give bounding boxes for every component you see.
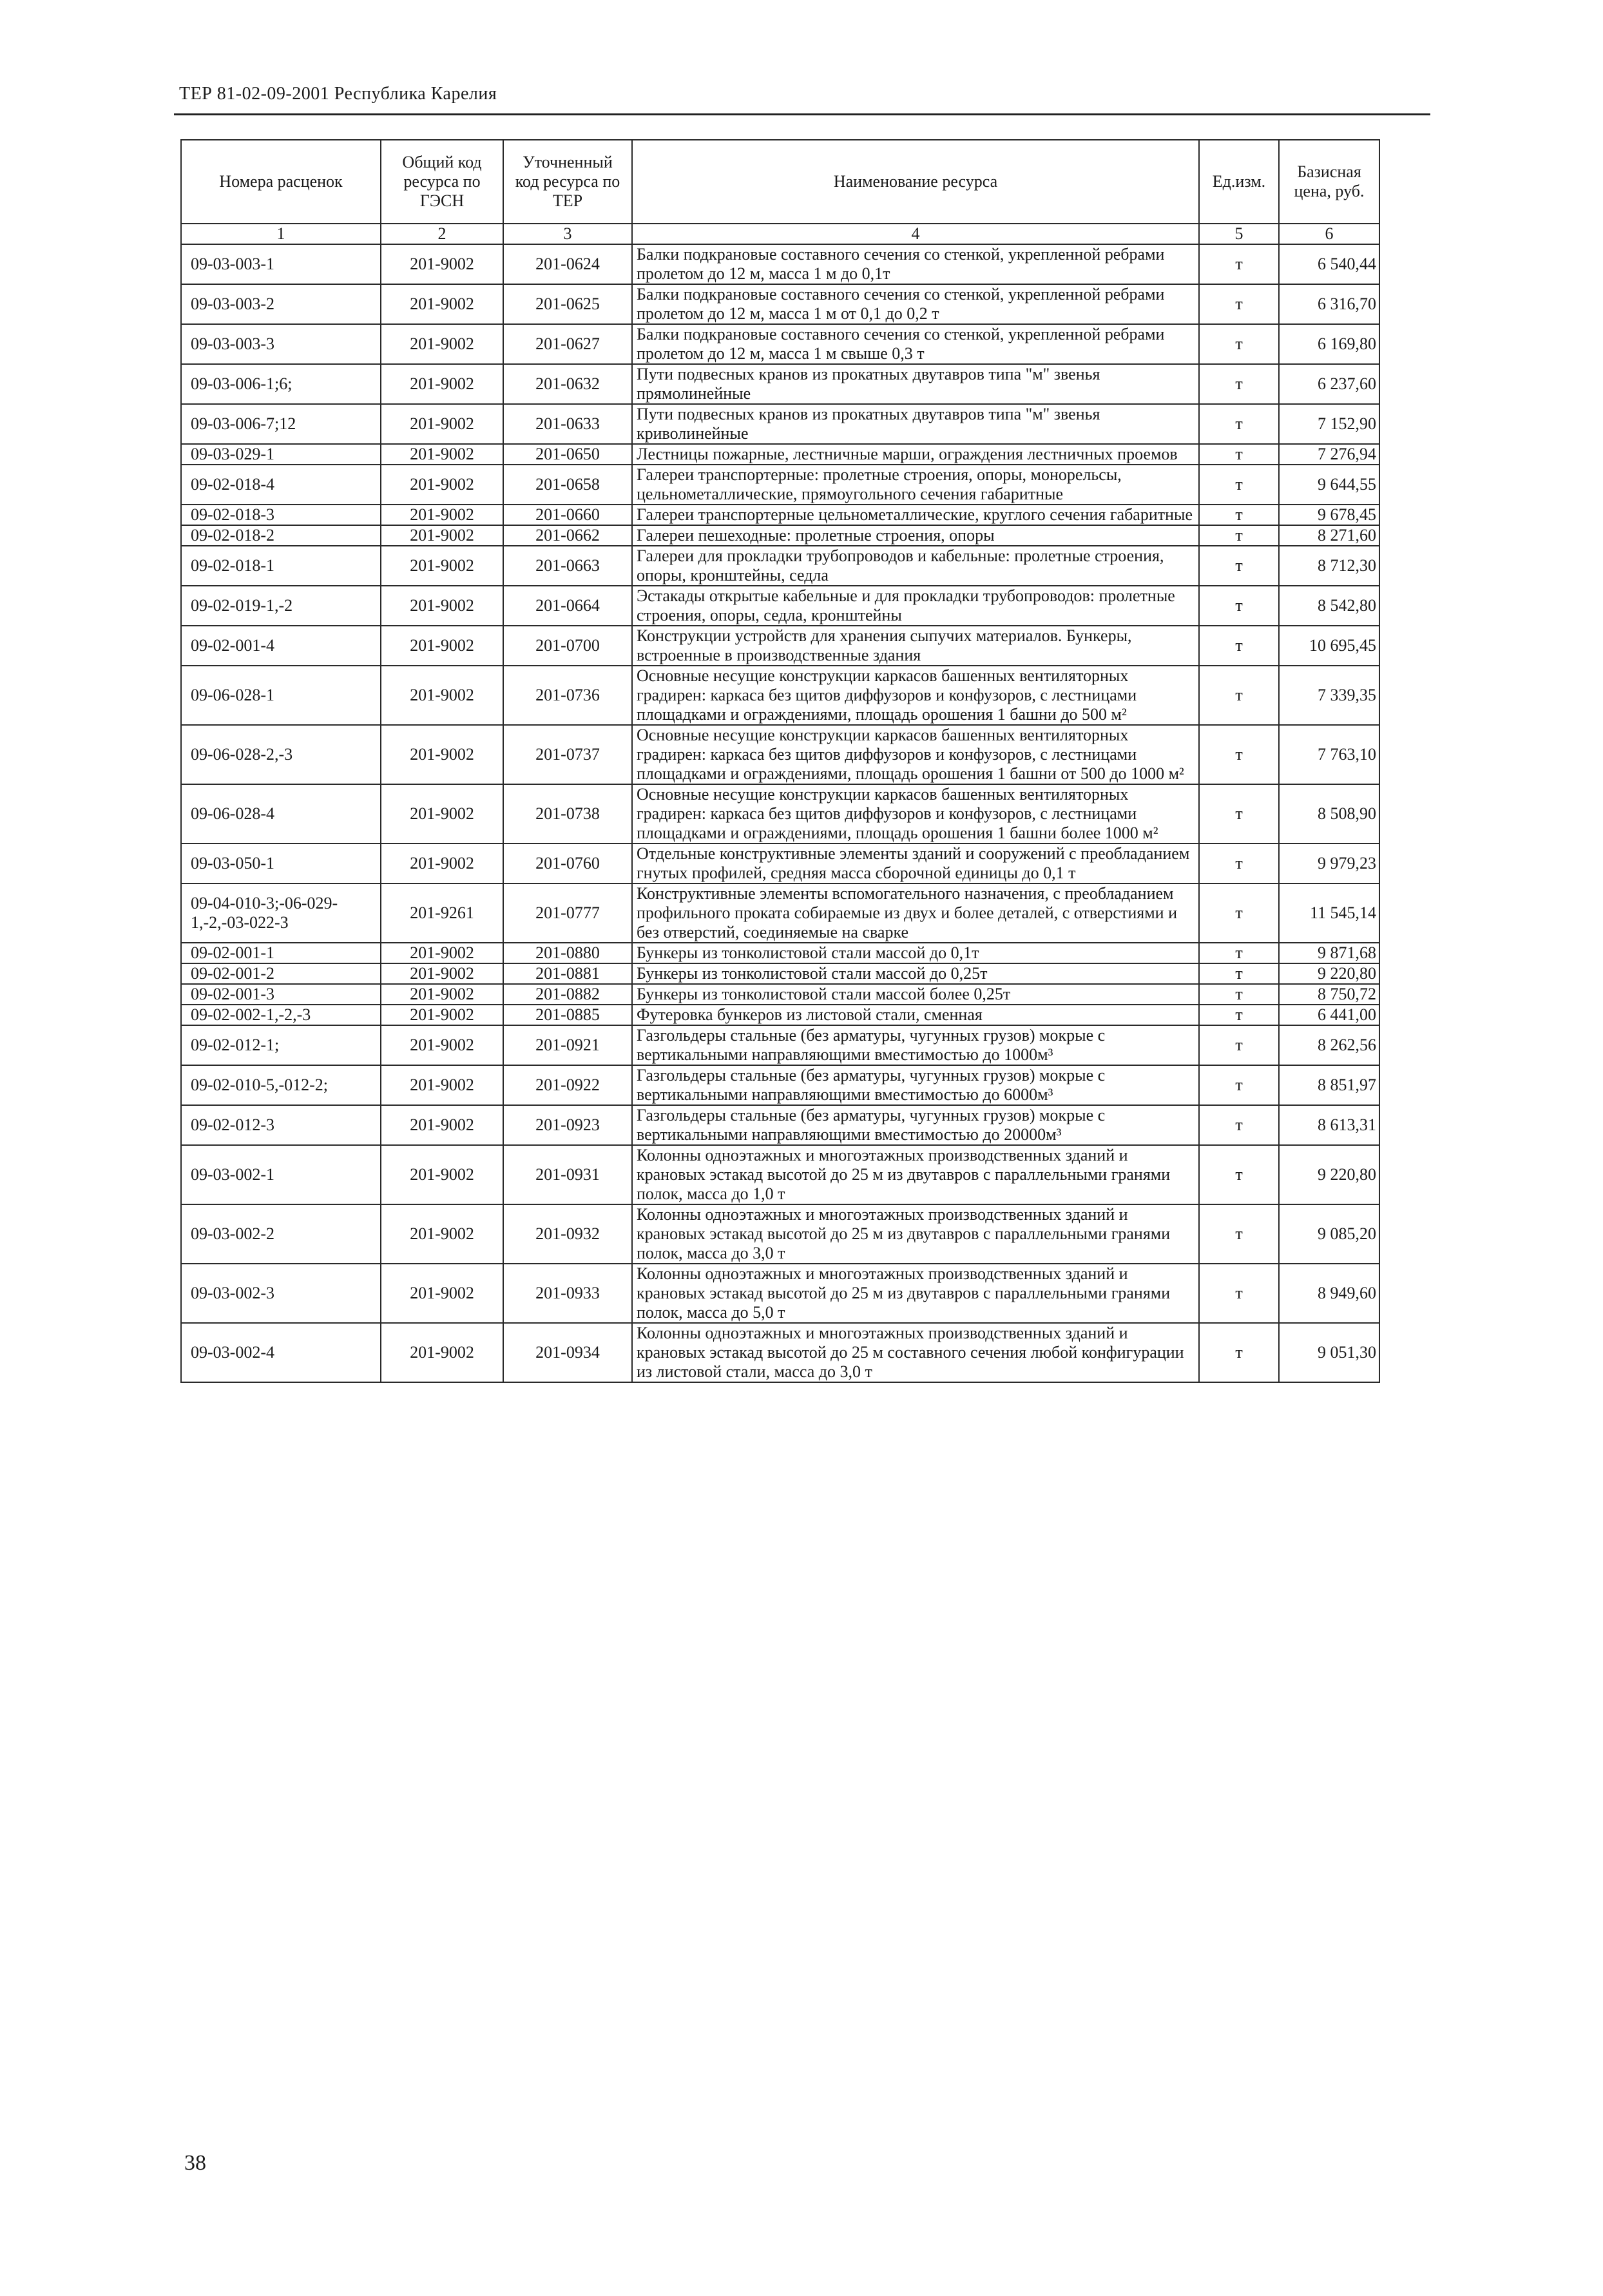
refined-code-cell: 201-0777	[503, 883, 632, 943]
column-header-unit: Ед.изм.	[1199, 140, 1279, 224]
table-row	[181, 444, 1379, 465]
rate-number-cell: 09-06-028-1	[181, 666, 381, 725]
table-row	[181, 784, 1379, 844]
resource-name-cell: Конструктивные элементы вспомогательного назначения, с преобладанием профильного проката собираемые из двух и более деталей, с отверстиями и без отверстий, соединяемые на сварке	[632, 883, 1199, 943]
unit-cell: т	[1199, 943, 1279, 963]
resource-name-cell: Галереи транспортерные цельнометаллические, круглого сечения габаритные	[632, 505, 1199, 525]
table-row	[181, 1065, 1379, 1105]
refined-code-cell: 201-0633	[503, 404, 632, 444]
base-price-cell: 9 979,23	[1279, 844, 1379, 883]
table-row	[181, 284, 1379, 324]
table-row	[181, 883, 1379, 943]
base-price-cell: 8 750,72	[1279, 984, 1379, 1005]
resource-name-cell: Колонны одноэтажных и многоэтажных производственных зданий и крановых эстакад высотой до 25 м составного сечения любой конфигурации из листовой стали, масса до 3,0 т	[632, 1323, 1199, 1382]
unit-cell: т	[1199, 586, 1279, 626]
rate-number-cell: 09-02-019-1,-2	[181, 586, 381, 626]
table-row	[181, 963, 1379, 984]
rate-number-cell: 09-03-003-3	[181, 324, 381, 364]
rate-number-cell: 09-03-002-2	[181, 1204, 381, 1264]
table-row	[181, 1323, 1379, 1382]
rate-number-cell: 09-02-012-3	[181, 1105, 381, 1145]
table-header-row	[181, 140, 1379, 224]
general-code-cell: 201-9002	[381, 324, 503, 364]
resource-name-cell: Галереи пешеходные: пролетные строения, опоры	[632, 525, 1199, 546]
unit-cell: т	[1199, 465, 1279, 505]
refined-code-cell: 201-0736	[503, 666, 632, 725]
refined-code-cell: 201-0881	[503, 963, 632, 984]
base-price-cell: 7 763,10	[1279, 725, 1379, 784]
base-price-cell: 9 220,80	[1279, 963, 1379, 984]
table-body	[181, 244, 1379, 1382]
unit-cell: т	[1199, 1145, 1279, 1204]
page-number: 38	[184, 2151, 206, 2175]
base-price-cell: 7 276,94	[1279, 444, 1379, 465]
table-row	[181, 324, 1379, 364]
table-row	[181, 465, 1379, 505]
base-price-cell: 8 271,60	[1279, 525, 1379, 546]
table-row	[181, 505, 1379, 525]
resource-name-cell: Лестницы пожарные, лестничные марши, ограждения лестничных проемов	[632, 444, 1199, 465]
base-price-cell: 6 441,00	[1279, 1005, 1379, 1025]
general-code-cell: 201-9002	[381, 1323, 503, 1382]
header-rule	[174, 113, 1430, 115]
table-row	[181, 404, 1379, 444]
base-price-cell: 6 316,70	[1279, 284, 1379, 324]
base-price-cell: 6 169,80	[1279, 324, 1379, 364]
rate-number-cell: 09-03-002-3	[181, 1264, 381, 1323]
rate-number-cell: 09-04-010-3;-06-029-1,-2,-03-022-3	[181, 883, 381, 943]
unit-cell: т	[1199, 984, 1279, 1005]
resource-name-cell: Футеровка бункеров из листовой стали, сменная	[632, 1005, 1199, 1025]
unit-cell: т	[1199, 1264, 1279, 1323]
refined-code-cell: 201-0933	[503, 1264, 632, 1323]
general-code-cell: 201-9002	[381, 1145, 503, 1204]
column-header-base-price: Базисная цена, руб.	[1279, 140, 1379, 224]
rate-number-cell: 09-03-006-7;12	[181, 404, 381, 444]
table-row	[181, 586, 1379, 626]
base-price-cell: 7 152,90	[1279, 404, 1379, 444]
general-code-cell: 201-9002	[381, 725, 503, 784]
base-price-cell: 7 339,35	[1279, 666, 1379, 725]
base-price-cell: 8 508,90	[1279, 784, 1379, 844]
resource-name-cell: Бункеры из тонколистовой стали массой до 0,1т	[632, 943, 1199, 963]
document-header-title: ТЕР 81-02-09-2001 Республика Карелия	[179, 84, 497, 104]
resource-name-cell: Бункеры из тонколистовой стали массой до 0,25т	[632, 963, 1199, 984]
resource-name-cell: Галереи для прокладки трубопроводов и кабельные: пролетные строения, опоры, кронштейны, седла	[632, 546, 1199, 586]
general-code-cell: 201-9002	[381, 1065, 503, 1105]
resource-name-cell: Отдельные конструктивные элементы зданий и сооружений с преобладанием гнутых профилей, средняя масса сборочной единицы до 0,1 т	[632, 844, 1199, 883]
column-number: 3	[503, 224, 632, 244]
resource-name-cell: Балки подкрановые составного сечения со стенкой, укрепленной ребрами пролетом до 12 м, масса 1 м до 0,1т	[632, 244, 1199, 284]
rate-number-cell: 09-02-018-2	[181, 525, 381, 546]
rate-number-cell: 09-02-002-1,-2,-3	[181, 1005, 381, 1025]
rate-number-cell: 09-02-018-1	[181, 546, 381, 586]
rate-number-cell: 09-02-018-3	[181, 505, 381, 525]
resource-name-cell: Балки подкрановые составного сечения со стенкой, укрепленной ребрами пролетом до 12 м, масса 1 м свыше 0,3 т	[632, 324, 1199, 364]
unit-cell: т	[1199, 546, 1279, 586]
general-code-cell: 201-9002	[381, 525, 503, 546]
rate-number-cell: 09-06-028-4	[181, 784, 381, 844]
unit-cell: т	[1199, 784, 1279, 844]
unit-cell: т	[1199, 505, 1279, 525]
unit-cell: т	[1199, 626, 1279, 666]
unit-cell: т	[1199, 444, 1279, 465]
table-row	[181, 626, 1379, 666]
unit-cell: т	[1199, 725, 1279, 784]
refined-code-cell: 201-0931	[503, 1145, 632, 1204]
table-row	[181, 1105, 1379, 1145]
rate-number-cell: 09-02-001-4	[181, 626, 381, 666]
general-code-cell: 201-9002	[381, 444, 503, 465]
refined-code-cell: 201-0880	[503, 943, 632, 963]
refined-code-cell: 201-0627	[503, 324, 632, 364]
table-row	[181, 364, 1379, 404]
column-header-rate-numbers: Номера расценок	[181, 140, 381, 224]
table-row	[181, 1025, 1379, 1065]
resource-name-cell: Балки подкрановые составного сечения со стенкой, укрепленной ребрами пролетом до 12 м, масса 1 м от 0,1 до 0,2 т	[632, 284, 1199, 324]
general-code-cell: 201-9002	[381, 505, 503, 525]
base-price-cell: 6 237,60	[1279, 364, 1379, 404]
unit-cell: т	[1199, 284, 1279, 324]
resource-name-cell: Основные несущие конструкции каркасов башенных вентиляторных градирен: каркаса без щитов диффузоров и конфузоров, с лестницами площадками и ограждениями, площадь орошения 1 башни от 500 до 1000 м²	[632, 725, 1199, 784]
unit-cell: т	[1199, 844, 1279, 883]
refined-code-cell: 201-0921	[503, 1025, 632, 1065]
resource-name-cell: Галереи транспортерные: пролетные строения, опоры, монорельсы, цельнометаллические, прямоугольного сечения габаритные	[632, 465, 1199, 505]
refined-code-cell: 201-0632	[503, 364, 632, 404]
table-row	[181, 244, 1379, 284]
general-code-cell: 201-9002	[381, 586, 503, 626]
base-price-cell: 8 851,97	[1279, 1065, 1379, 1105]
base-price-cell: 9 085,20	[1279, 1204, 1379, 1264]
general-code-cell: 201-9002	[381, 244, 503, 284]
general-code-cell: 201-9002	[381, 546, 503, 586]
resource-name-cell: Основные несущие конструкции каркасов башенных вентиляторных градирен: каркаса без щитов диффузоров и конфузоров, с лестницами площадками и ограждениями, площадь орошения 1 башни более 1000 м²	[632, 784, 1199, 844]
unit-cell: т	[1199, 1005, 1279, 1025]
refined-code-cell: 201-0625	[503, 284, 632, 324]
refined-code-cell: 201-0737	[503, 725, 632, 784]
general-code-cell: 201-9002	[381, 844, 503, 883]
base-price-cell: 10 695,45	[1279, 626, 1379, 666]
refined-code-cell: 201-0664	[503, 586, 632, 626]
general-code-cell: 201-9002	[381, 784, 503, 844]
general-code-cell: 201-9002	[381, 465, 503, 505]
table-row	[181, 546, 1379, 586]
resource-name-cell: Газгольдеры стальные (без арматуры, чугунных грузов) мокрые с вертикальными направляющими вместимостью до 1000м³	[632, 1025, 1199, 1065]
column-number-row	[181, 224, 1379, 244]
refined-code-cell: 201-0650	[503, 444, 632, 465]
refined-code-cell: 201-0885	[503, 1005, 632, 1025]
column-header-general-code: Общий код ресурса по ГЭСН	[381, 140, 503, 224]
general-code-cell: 201-9002	[381, 984, 503, 1005]
column-number: 1	[181, 224, 381, 244]
unit-cell: т	[1199, 963, 1279, 984]
unit-cell: т	[1199, 1323, 1279, 1382]
table-row	[181, 1145, 1379, 1204]
table-row	[181, 725, 1379, 784]
refined-code-cell: 201-0658	[503, 465, 632, 505]
refined-code-cell: 201-0738	[503, 784, 632, 844]
base-price-cell: 8 542,80	[1279, 586, 1379, 626]
unit-cell: т	[1199, 1105, 1279, 1145]
rate-number-cell: 09-03-050-1	[181, 844, 381, 883]
general-code-cell: 201-9002	[381, 404, 503, 444]
table-row	[181, 1005, 1379, 1025]
base-price-cell: 8 712,30	[1279, 546, 1379, 586]
general-code-cell: 201-9002	[381, 364, 503, 404]
resource-price-table	[180, 139, 1380, 1383]
rate-number-cell: 09-02-018-4	[181, 465, 381, 505]
table-row	[181, 1204, 1379, 1264]
rate-number-cell: 09-02-010-5,-012-2;	[181, 1065, 381, 1105]
table-row	[181, 525, 1379, 546]
refined-code-cell: 201-0700	[503, 626, 632, 666]
rate-number-cell: 09-06-028-2,-3	[181, 725, 381, 784]
general-code-cell: 201-9002	[381, 1264, 503, 1323]
refined-code-cell: 201-0922	[503, 1065, 632, 1105]
general-code-cell: 201-9002	[381, 626, 503, 666]
resource-name-cell: Колонны одноэтажных и многоэтажных производственных зданий и крановых эстакад высотой до 25 м из двутавров с параллельными гранями полок, масса до 5,0 т	[632, 1264, 1199, 1323]
resource-name-cell: Основные несущие конструкции каркасов башенных вентиляторных градирен: каркаса без щитов диффузоров и конфузоров, с лестницами площадками и ограждениями, площадь орошения 1 башни до 500 м²	[632, 666, 1199, 725]
unit-cell: т	[1199, 244, 1279, 284]
resource-price-table-wrapper	[180, 139, 1379, 1383]
column-number: 4	[632, 224, 1199, 244]
resource-name-cell: Пути подвесных кранов из прокатных двутавров типа "м" звенья прямолинейные	[632, 364, 1199, 404]
rate-number-cell: 09-03-003-1	[181, 244, 381, 284]
refined-code-cell: 201-0662	[503, 525, 632, 546]
general-code-cell: 201-9002	[381, 943, 503, 963]
unit-cell: т	[1199, 666, 1279, 725]
rate-number-cell: 09-03-002-4	[181, 1323, 381, 1382]
rate-number-cell: 09-02-012-1;	[181, 1025, 381, 1065]
unit-cell: т	[1199, 525, 1279, 546]
base-price-cell: 9 644,55	[1279, 465, 1379, 505]
column-header-refined-code: Уточненный код ресурса по ТЕР	[503, 140, 632, 224]
rate-number-cell: 09-03-002-1	[181, 1145, 381, 1204]
rate-number-cell: 09-03-006-1;6;	[181, 364, 381, 404]
column-number: 5	[1199, 224, 1279, 244]
refined-code-cell: 201-0760	[503, 844, 632, 883]
unit-cell: т	[1199, 1204, 1279, 1264]
general-code-cell: 201-9002	[381, 1105, 503, 1145]
table-row	[181, 844, 1379, 883]
resource-name-cell: Колонны одноэтажных и многоэтажных производственных зданий и крановых эстакад высотой до 25 м из двутавров с параллельными гранями полок, масса до 3,0 т	[632, 1204, 1199, 1264]
unit-cell: т	[1199, 1025, 1279, 1065]
general-code-cell: 201-9002	[381, 963, 503, 984]
general-code-cell: 201-9002	[381, 1005, 503, 1025]
general-code-cell: 201-9002	[381, 666, 503, 725]
column-number: 2	[381, 224, 503, 244]
resource-name-cell: Газгольдеры стальные (без арматуры, чугунных грузов) мокрые с вертикальными направляющими вместимостью до 6000м³	[632, 1065, 1199, 1105]
table-row	[181, 1264, 1379, 1323]
refined-code-cell: 201-0663	[503, 546, 632, 586]
resource-name-cell: Эстакады открытые кабельные и для прокладки трубопроводов: пролетные строения, опоры, седла, кронштейны	[632, 586, 1199, 626]
rate-number-cell: 09-03-003-2	[181, 284, 381, 324]
table-row	[181, 984, 1379, 1005]
rate-number-cell: 09-02-001-2	[181, 963, 381, 984]
column-header-resource-name: Наименование ресурса	[632, 140, 1199, 224]
base-price-cell: 8 613,31	[1279, 1105, 1379, 1145]
base-price-cell: 6 540,44	[1279, 244, 1379, 284]
refined-code-cell: 201-0934	[503, 1323, 632, 1382]
table-row	[181, 666, 1379, 725]
resource-name-cell: Колонны одноэтажных и многоэтажных производственных зданий и крановых эстакад высотой до 25 м из двутавров с параллельными гранями полок, масса до 1,0 т	[632, 1145, 1199, 1204]
resource-name-cell: Конструкции устройств для хранения сыпучих материалов. Бункеры, встроенные в производственные здания	[632, 626, 1199, 666]
unit-cell: т	[1199, 883, 1279, 943]
base-price-cell: 11 545,14	[1279, 883, 1379, 943]
resource-name-cell: Бункеры из тонколистовой стали массой более 0,25т	[632, 984, 1199, 1005]
general-code-cell: 201-9002	[381, 1025, 503, 1065]
resource-name-cell: Пути подвесных кранов из прокатных двутавров типа "м" звенья криволинейные	[632, 404, 1199, 444]
base-price-cell: 9 220,80	[1279, 1145, 1379, 1204]
refined-code-cell: 201-0882	[503, 984, 632, 1005]
refined-code-cell: 201-0660	[503, 505, 632, 525]
table-row	[181, 943, 1379, 963]
unit-cell: т	[1199, 364, 1279, 404]
base-price-cell: 8 949,60	[1279, 1264, 1379, 1323]
column-number: 6	[1279, 224, 1379, 244]
refined-code-cell: 201-0923	[503, 1105, 632, 1145]
rate-number-cell: 09-02-001-3	[181, 984, 381, 1005]
unit-cell: т	[1199, 1065, 1279, 1105]
general-code-cell: 201-9002	[381, 284, 503, 324]
resource-name-cell: Газгольдеры стальные (без арматуры, чугунных грузов) мокрые с вертикальными направляющими вместимостью до 20000м³	[632, 1105, 1199, 1145]
refined-code-cell: 201-0624	[503, 244, 632, 284]
base-price-cell: 9 871,68	[1279, 943, 1379, 963]
base-price-cell: 8 262,56	[1279, 1025, 1379, 1065]
refined-code-cell: 201-0932	[503, 1204, 632, 1264]
rate-number-cell: 09-03-029-1	[181, 444, 381, 465]
base-price-cell: 9 678,45	[1279, 505, 1379, 525]
unit-cell: т	[1199, 324, 1279, 364]
base-price-cell: 9 051,30	[1279, 1323, 1379, 1382]
general-code-cell: 201-9261	[381, 883, 503, 943]
general-code-cell: 201-9002	[381, 1204, 503, 1264]
rate-number-cell: 09-02-001-1	[181, 943, 381, 963]
unit-cell: т	[1199, 404, 1279, 444]
